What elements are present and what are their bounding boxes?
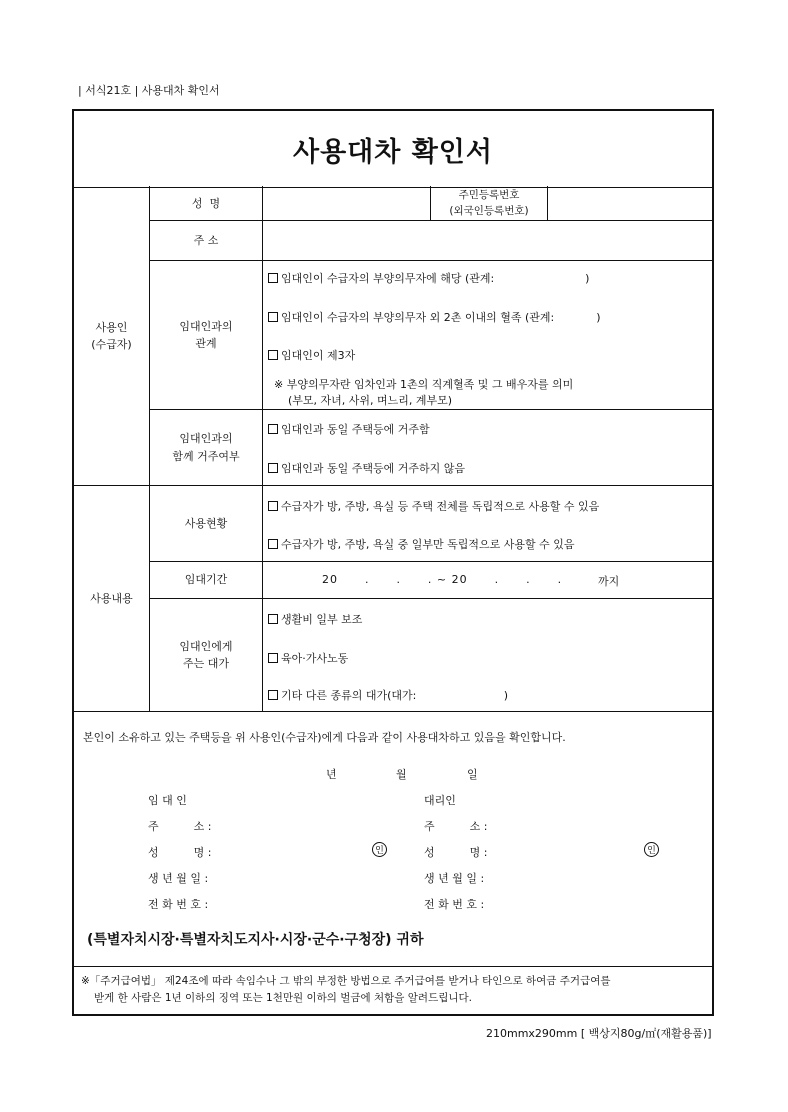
confirm-statement: 본인이 소유하고 있는 주택등을 위 사용인(수급자)에게 다음과 같이 사용대차하고 있음을 확인합니다. bbox=[83, 731, 566, 744]
usage-option-text: 수급자가 방, 주방, 욕실 중 일부만 독립적으로 사용할 수 있음 bbox=[281, 538, 575, 551]
address-label: 주 소 bbox=[193, 233, 219, 247]
date-month-label: 월 bbox=[396, 768, 407, 781]
form-title: 사용대차 확인서 bbox=[74, 111, 712, 188]
lessor-heading: 임 대 인 bbox=[148, 794, 187, 807]
lessor-phone-label: 전 화 번 호 : bbox=[148, 898, 209, 911]
seal-icon: 인 bbox=[372, 842, 387, 857]
consideration-option[interactable] bbox=[268, 687, 508, 703]
paper-spec-footer: 210mmx290mm [ 백상지80g/㎡(재활용품)] bbox=[486, 1027, 712, 1040]
cohabit-option-text: 임대인과 동일 주택등에 거주하지 않음 bbox=[281, 462, 466, 475]
section-user-label: 사용인 (수급자) bbox=[91, 320, 132, 351]
checkbox-icon[interactable] bbox=[268, 653, 278, 663]
cohabit-option[interactable] bbox=[268, 421, 430, 437]
relation-option[interactable] bbox=[268, 347, 355, 363]
checkbox-icon[interactable] bbox=[268, 614, 278, 624]
usage-option-text: 수급자가 방, 주방, 욕실 등 주택 전체를 독립적으로 사용할 수 있음 bbox=[281, 500, 600, 513]
agent-address-label: 주 소 : bbox=[424, 820, 488, 833]
checkbox-icon[interactable] bbox=[268, 424, 278, 434]
usage-option[interactable] bbox=[268, 536, 574, 552]
cohabit-option-text: 임대인과 동일 주택등에 거주함 bbox=[281, 423, 430, 436]
checkbox-icon[interactable] bbox=[268, 350, 278, 360]
checkbox-icon[interactable] bbox=[268, 273, 278, 283]
date-year-label: 년 bbox=[326, 768, 337, 781]
relation-note: ※ 부양의무자란 임차인과 1촌의 직계혈족 및 그 배우자를 의미 bbox=[274, 378, 574, 391]
relation-note: (부모, 자녀, 사위, 며느리, 계부모) bbox=[288, 394, 453, 407]
checkbox-icon[interactable] bbox=[268, 690, 278, 700]
consideration-label: 임대인에게 주는 대가 bbox=[179, 639, 233, 670]
relation-option-text: 임대인이 수급자의 부양의무자에 해당 (관계: ) bbox=[281, 272, 590, 285]
usage-option[interactable] bbox=[268, 498, 599, 514]
checkbox-icon[interactable] bbox=[268, 539, 278, 549]
consideration-option[interactable] bbox=[268, 611, 362, 627]
cohabit-option[interactable] bbox=[268, 460, 465, 476]
relation-option-text: 임대인이 제3자 bbox=[281, 349, 356, 362]
date-day-label: 일 bbox=[467, 768, 478, 781]
period-suffix: 까지 bbox=[598, 575, 620, 588]
agent-heading: 대리인 bbox=[424, 794, 456, 807]
consideration-option-text: 기타 다른 종류의 대가(대가: ) bbox=[281, 689, 509, 702]
relation-option[interactable] bbox=[268, 270, 589, 286]
agent-name-label: 성 명 : bbox=[424, 846, 488, 859]
section-content-label: 사용내용 bbox=[90, 591, 133, 605]
seal-icon: 인 bbox=[644, 842, 659, 857]
checkbox-icon[interactable] bbox=[268, 501, 278, 511]
name-field[interactable] bbox=[263, 187, 430, 220]
confirmation-form bbox=[72, 109, 714, 1016]
name-label: 성 명 bbox=[191, 196, 221, 210]
column-divider bbox=[262, 186, 263, 712]
agent-dob-label: 생 년 월 일 : bbox=[424, 872, 485, 885]
cohabit-label: 임대인과의 함께 거주여부 bbox=[172, 432, 240, 463]
lessor-name-label: 성 명 : bbox=[148, 846, 212, 859]
relation-option[interactable] bbox=[268, 309, 601, 325]
period-value[interactable]: 20 . . . ~ 20 . . . bbox=[322, 573, 563, 586]
relation-option-text: 임대인이 수급자의 부양의무자 외 2촌 이내의 혈족 (관계: ) bbox=[281, 311, 601, 324]
period-label: 임대기간 bbox=[184, 573, 228, 587]
checkbox-icon[interactable] bbox=[268, 312, 278, 322]
lessor-dob-label: 생 년 월 일 : bbox=[148, 872, 209, 885]
consideration-option-text: 육아·가사노동 bbox=[281, 652, 349, 665]
section-divider bbox=[74, 711, 714, 712]
section-divider bbox=[74, 966, 714, 967]
resident-no-label: 주민등록번호 (외국인등록번호) bbox=[449, 189, 529, 217]
form-number-label: | 서식21호 | 사용대차 확인서 bbox=[78, 84, 220, 97]
address-field[interactable] bbox=[263, 221, 714, 260]
relation-label: 임대인과의 관계 bbox=[179, 319, 233, 350]
legal-warning: ※「주거급여법」 제24조에 따라 속임수나 그 밖의 부정한 방법으로 주거급여를 받거나 타인으로 하여금 주거급여를 bbox=[81, 975, 611, 987]
agent-phone-label: 전 화 번 호 : bbox=[424, 898, 485, 911]
resident-no-field[interactable] bbox=[548, 187, 714, 220]
lessor-address-label: 주 소 : bbox=[148, 820, 212, 833]
legal-warning: 받게 한 사람은 1년 이하의 징역 또는 1천만원 이하의 벌금에 처함을 알려드립니다. bbox=[94, 992, 472, 1004]
usage-label: 사용현황 bbox=[184, 516, 228, 530]
checkbox-icon[interactable] bbox=[268, 463, 278, 473]
consideration-option-text: 생활비 일부 보조 bbox=[281, 613, 363, 626]
addressee: (특별자치시장·특별자치도지사·시장·군수·구청장) 귀하 bbox=[87, 932, 424, 948]
consideration-option[interactable] bbox=[268, 650, 348, 666]
